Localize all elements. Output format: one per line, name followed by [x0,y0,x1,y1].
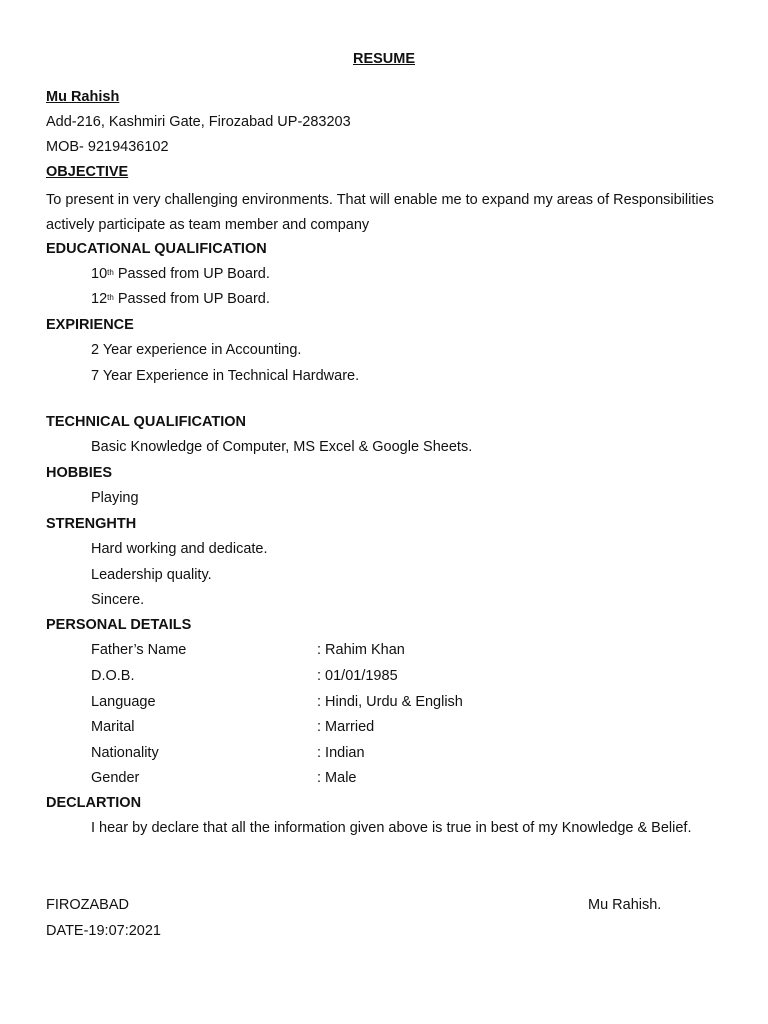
experience-item: 2 Year experience in Accounting. [91,342,302,358]
personal-label-language: Language [91,694,156,710]
personal-value-gender: : Male [317,770,357,786]
education-item: 12th Passed from UP Board. [91,291,270,307]
personal-value-dob: : 01/01/1985 [317,668,398,684]
education-item: 10th Passed from UP Board. [91,266,270,282]
address-line: Add-216, Kashmiri Gate, Firozabad UP-283203 [46,114,351,130]
strength-item: Sincere. [91,592,145,608]
hobbies-heading: HOBBIES [46,465,113,481]
personal-label-fathers-name: Father’s Name [91,642,187,658]
personal-label-dob: D.O.B. [91,668,135,684]
personal-label-marital: Marital [91,719,135,735]
strength-item: Leadership quality. [91,567,212,583]
personal-label-nationality: Nationality [91,745,159,761]
personal-heading: PERSONAL DETAILS [46,617,192,633]
hobbies-item: Playing [91,490,139,506]
mobile-line: MOB- 9219436102 [46,139,169,155]
declaration-heading: DECLARTION [46,795,142,811]
technical-heading: TECHNICAL QUALIFICATION [46,414,247,430]
experience-item: 7 Year Experience in Technical Hardware. [91,368,360,384]
education-heading: EDUCATIONAL QUALIFICATION [46,241,267,257]
experience-heading: EXPIRIENCE [46,317,134,333]
personal-label-gender: Gender [91,770,140,786]
declaration-text: I hear by declare that all the information given above is true in best of my Knowledge & Belief. [91,820,692,836]
strength-heading: STRENGHTH [46,516,137,532]
objective-text: To present in very challenging environments. That will enable me to expand my areas of Responsibilities actively participate as team member and company [46,192,714,233]
technical-item: Basic Knowledge of Computer, MS Excel & Google Sheets. [91,439,473,455]
personal-value-fathers-name: : Rahim Khan [317,642,405,658]
objective-heading: OBJECTIVE [46,164,129,180]
resume-title: RESUME [352,51,416,67]
personal-value-marital: : Married [317,719,375,735]
applicant-name: Mu Rahish [46,89,120,105]
footer-date: DATE-19:07:2021 [46,923,161,939]
personal-value-language: : Hindi, Urdu & English [317,694,463,710]
strength-item: Hard working and dedicate. [91,541,268,557]
footer-signature: Mu Rahish. [588,897,662,913]
footer-place: FIROZABAD [46,897,129,913]
personal-value-nationality: : Indian [317,745,365,761]
